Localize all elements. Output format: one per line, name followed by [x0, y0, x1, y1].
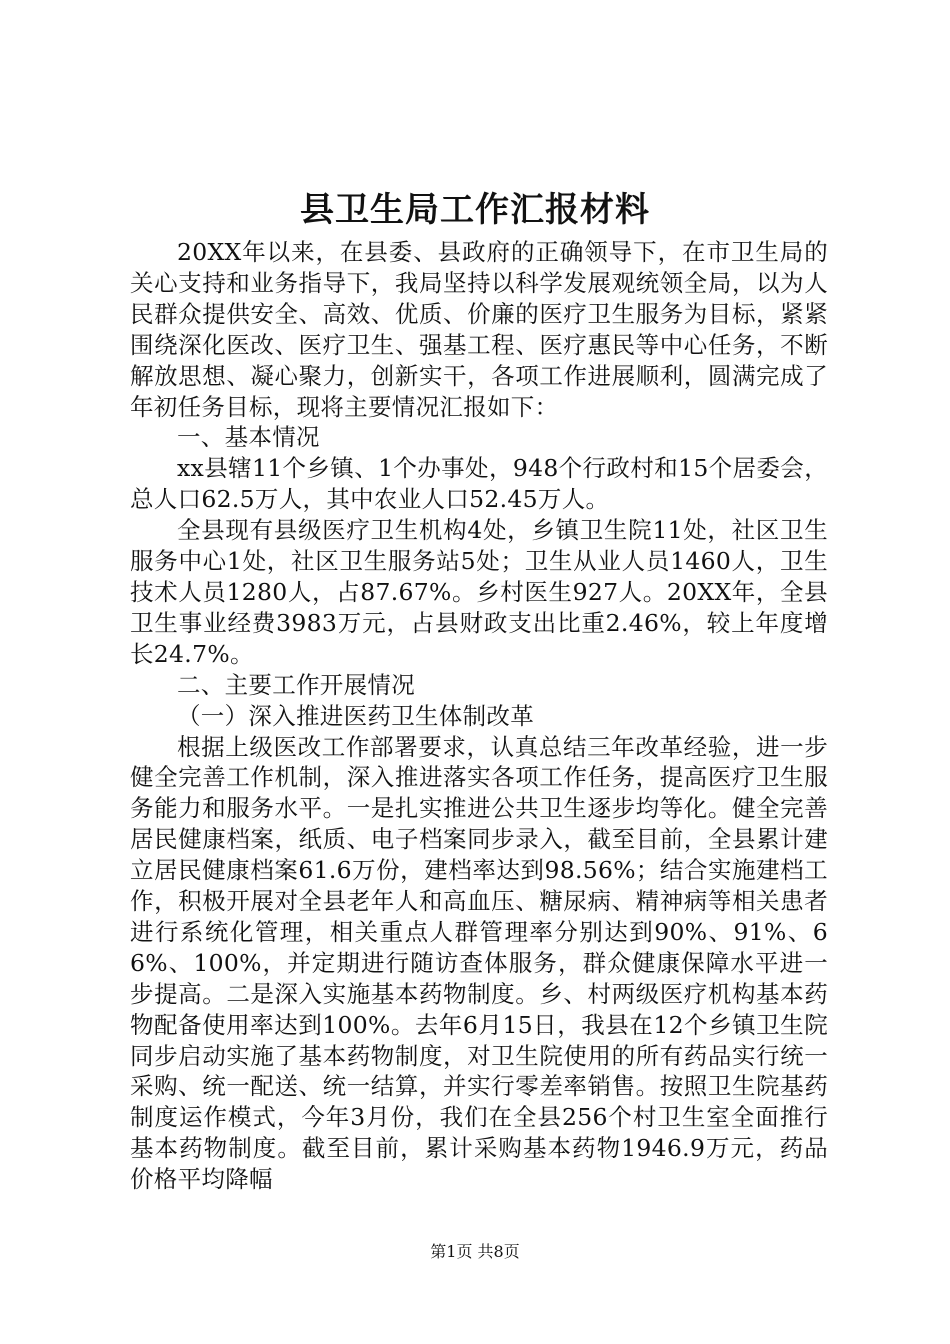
heading-main-work: 二、主要工作开展情况: [177, 670, 415, 699]
paragraph-medical-institutions: 全县现有县级医疗卫生机构4处，乡镇卫生院11处，社区卫生服务中心1处，社区卫生服务站5处；卫生从业人员1460人，卫生技术人员1280人，占87.67%。乡村医生927人。20XX年，全县卫生事业经费3983万元，占县财政支出比重2.46%，较上年度增长24.7%。: [130, 516, 828, 668]
heading-basic-situation: 一、基本情况: [177, 423, 320, 452]
document-body: [130, 237, 828, 1195]
paragraph-reform-details: 根据上级医改工作部署要求，认真总结三年改革经验，进一步健全完善工作机制，深入推进落实各项工作任务，提高医疗卫生服务能力和服务水平。一是扎实推进公共卫生逐步均等化。健全完善居民健康档案，纸质、电子档案同步录入，截至目前，全县累计建立居民健康档案61.6万份，建档率达到98.56%；结合实施建档工作，积极开展对全县老年人和高血压、糖尿病、精神病等相关患者进行系统化管理，相关重点人群管理率分别达到90%、91%、66%、100%，并定期进行随访查体服务，群众健康保障水平进一步提高。二是深入实施基本药物制度。乡、村两级医疗机构基本药物配备使用率达到100%。去年6月15日，我县在12个乡镇卫生院同步启动实施了基本药物制度，对卫生院使用的所有药品实行统一采购、统一配送、统一结算，并实行零差率销售。按照卫生院基药制度运作模式，今年3月份，我们在全县256个村卫生室全面推行基本药物制度。截至目前，累计采购基本药物1946.9万元，药品价格平均降幅: [130, 732, 828, 1194]
document-title: 县卫生局工作汇报材料: [300, 190, 650, 230]
subheading-reform: （一）深入推进医药卫生体制改革: [177, 701, 534, 730]
page-number: 第1页 共8页: [430, 1242, 520, 1261]
paragraph-county-overview: xx县辖11个乡镇、1个办事处，948个行政村和15个居委会，总人口62.5万人，其中农业人口52.45万人。: [130, 454, 828, 514]
paragraph-intro: 20XX年以来，在县委、县政府的正确领导下，在市卫生局的关心支持和业务指导下，我局坚持以科学发展观统领全局，以为人民群众提供安全、高效、优质、价廉的医疗卫生服务为目标，紧紧围绕深化医改、医疗卫生、强基工程、医疗惠民等中心任务，不断解放思想、凝心聚力，创新实干，各项工作进展顺利，圆满完成了年初任务目标，现将主要情况汇报如下：: [130, 238, 828, 421]
